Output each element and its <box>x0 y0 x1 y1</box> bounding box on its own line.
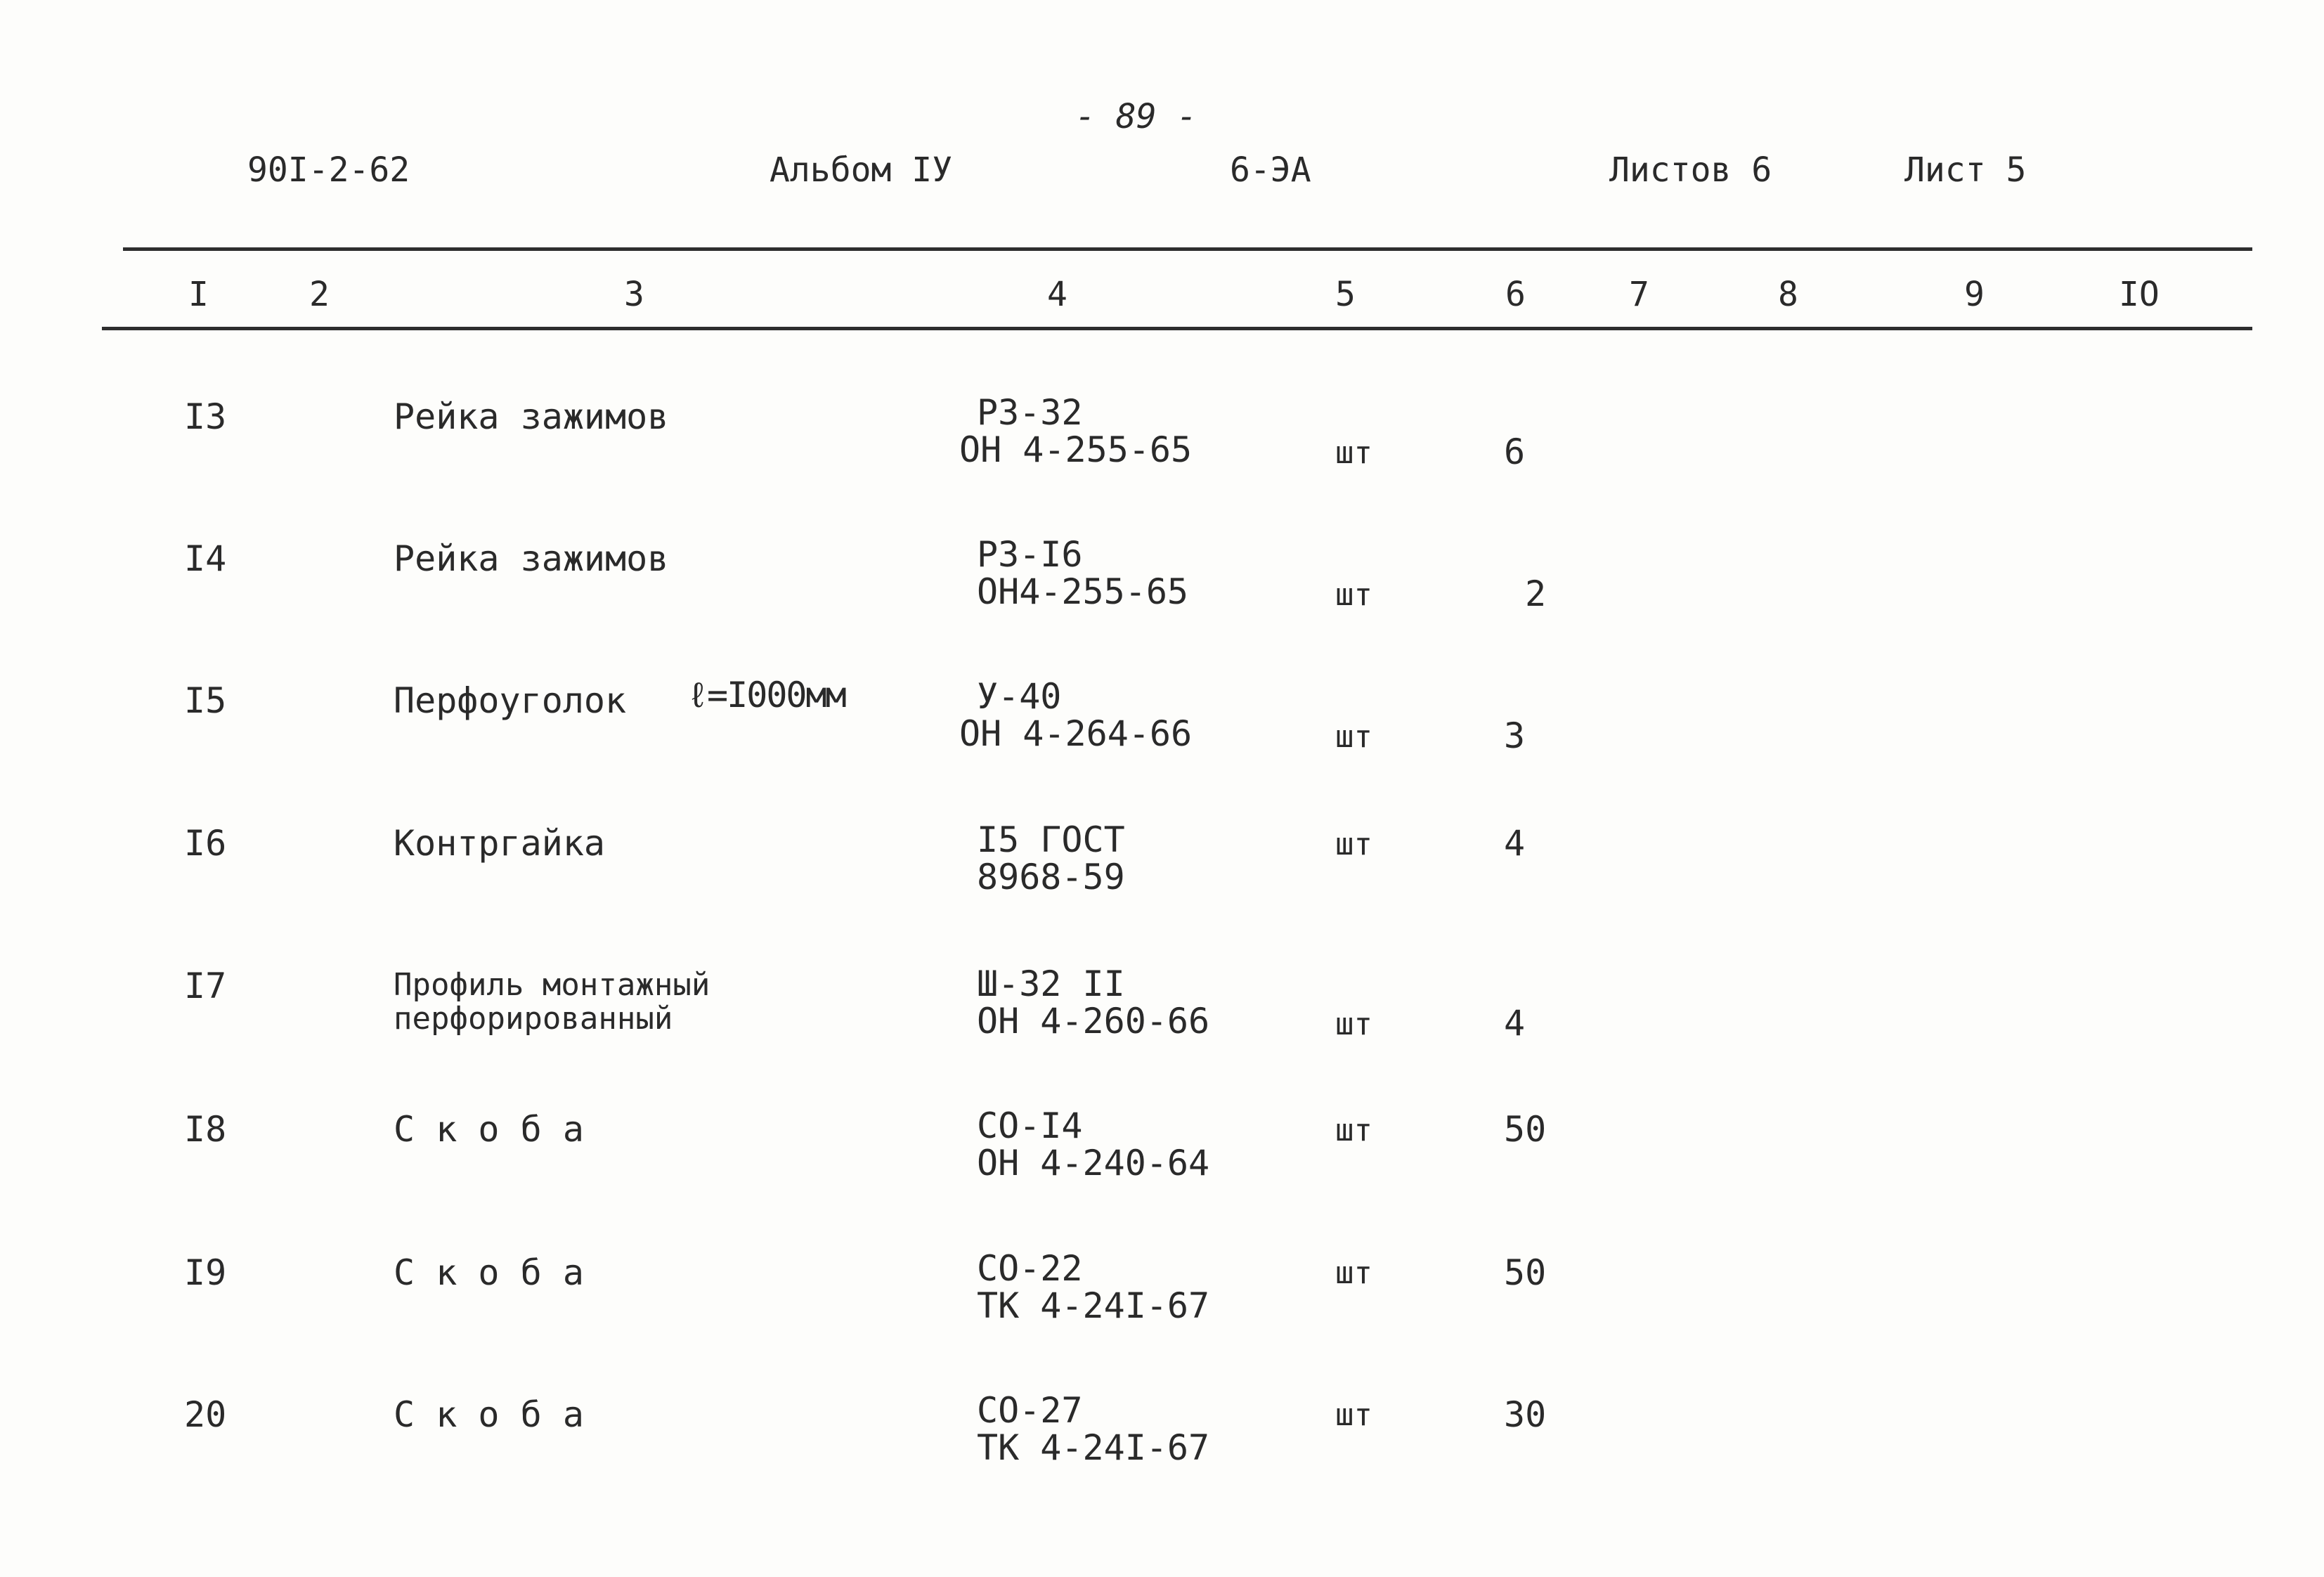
position-cell: I3 <box>184 396 227 437</box>
sheets-total: Листов 6 <box>1609 150 1772 190</box>
unit-cell: шт <box>1335 1397 1372 1433</box>
designation-line: ОН 4-260-66 <box>977 1001 1210 1041</box>
position-cell: I6 <box>184 823 227 864</box>
quantity-cell: 4 <box>1504 823 1526 864</box>
designation-line: ОН4-255-65 <box>977 571 1189 612</box>
column-header: 2 <box>309 275 330 314</box>
quantity-cell: 6 <box>1504 431 1526 472</box>
designation-line: ТК 4-24I-67 <box>977 1285 1210 1326</box>
table-top-rule <box>123 247 2252 251</box>
column-header: 8 <box>1778 275 1798 314</box>
album-label: Альбом IУ <box>770 150 953 190</box>
name-cell: Профиль монтажный <box>394 967 710 1003</box>
name-cell: Перфоуголок <box>394 680 627 721</box>
column-header: 9 <box>1964 275 1985 314</box>
header-bottom-rule <box>102 327 2252 330</box>
name-cell: Рейка зажимов <box>394 396 669 437</box>
designation-line: Ш-32 II <box>977 963 1125 1004</box>
designation-line: ОН 4-255-65 <box>959 429 1193 470</box>
name-cell-continued: перфорированный <box>394 1001 673 1037</box>
designation-line: СО-27 <box>977 1390 1083 1431</box>
unit-cell: шт <box>1335 826 1372 862</box>
column-header: 6 <box>1505 275 1526 314</box>
quantity-cell: 2 <box>1525 573 1547 614</box>
position-cell: I4 <box>184 538 227 579</box>
name-cell: С к о б а <box>394 1109 584 1150</box>
designation-line: ОН 4-240-64 <box>977 1143 1210 1183</box>
length-note: ℓ=I000мм <box>687 675 845 715</box>
column-header: 7 <box>1629 275 1649 314</box>
position-cell: I5 <box>184 680 227 721</box>
quantity-cell: 50 <box>1504 1252 1547 1293</box>
designation-line: СО-I4 <box>977 1105 1083 1146</box>
column-header: IO <box>2119 275 2160 314</box>
section-code: 6-ЭА <box>1230 150 1311 190</box>
designation-line: I5 ГОСТ <box>977 819 1125 860</box>
name-cell: С к о б а <box>394 1394 584 1435</box>
position-cell: I8 <box>184 1109 227 1150</box>
designation-line: РЗ-I6 <box>977 534 1083 575</box>
position-cell: I9 <box>184 1252 227 1293</box>
name-cell: Контргайка <box>394 823 606 864</box>
column-header: 4 <box>1047 275 1067 314</box>
unit-cell: шт <box>1335 435 1372 471</box>
quantity-cell: 4 <box>1504 1003 1526 1044</box>
designation-line: 8968-59 <box>977 857 1125 897</box>
unit-cell: шт <box>1335 577 1372 613</box>
unit-cell: шт <box>1335 1006 1372 1042</box>
column-header: I <box>188 275 209 314</box>
quantity-cell: 50 <box>1504 1109 1547 1150</box>
position-cell: 20 <box>184 1394 227 1435</box>
unit-cell: шт <box>1335 719 1372 755</box>
quantity-cell: 30 <box>1504 1394 1547 1435</box>
sheet-number: Лист 5 <box>1904 150 2027 190</box>
designation-line: СО-22 <box>977 1248 1083 1289</box>
column-header: 3 <box>624 275 644 314</box>
designation-line: ТК 4-24I-67 <box>977 1427 1210 1468</box>
quantity-cell: 3 <box>1504 715 1526 756</box>
unit-cell: шт <box>1335 1255 1372 1291</box>
name-cell: С к о б а <box>394 1252 584 1293</box>
designation-line: У-40 <box>977 676 1062 717</box>
page-number: - 89 - <box>1075 97 1197 136</box>
document-code: 90I-2-62 <box>247 150 410 190</box>
position-cell: I7 <box>184 966 227 1006</box>
designation-line: РЗ-32 <box>977 392 1083 433</box>
name-cell: Рейка зажимов <box>394 538 669 579</box>
designation-line: ОН 4-264-66 <box>959 713 1193 754</box>
unit-cell: шт <box>1335 1112 1372 1148</box>
column-header: 5 <box>1335 275 1356 314</box>
